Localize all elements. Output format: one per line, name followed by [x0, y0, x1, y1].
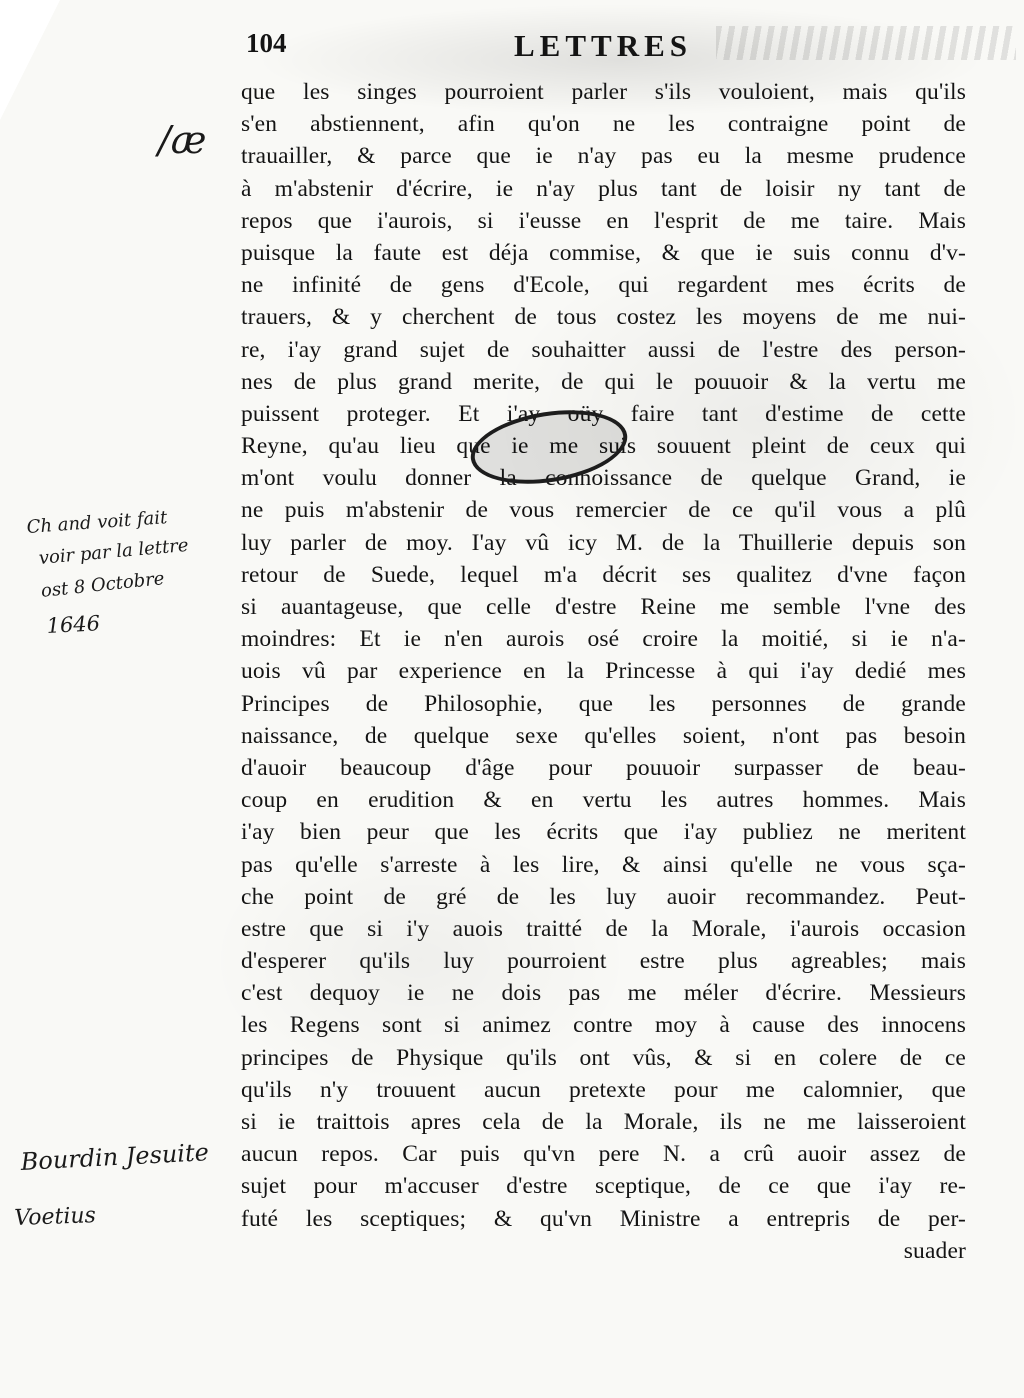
body-line: ne puis m'abstenir de vous remercier de ce qu'il vous a plû	[241, 497, 966, 524]
catchword: suader	[903, 1237, 966, 1264]
body-line: coup en erudition & en vertu les autres hommes. Mais	[241, 787, 966, 814]
header-ornament	[716, 26, 1016, 60]
margin-note-line: Ch and voit fait	[26, 507, 168, 538]
body-line: trauers, & y cherchent de tous costez les moyens de me nui-	[241, 304, 966, 331]
body-line: estre que si i'y auois traitté de la Morale, i'aurois occasion	[241, 915, 966, 942]
body-line: re, i'ay grand sujet de souhaitter aussi de l'estre des person-	[241, 336, 966, 363]
body-line: d'auoir beaucoup d'âge pour pouuoir surpasser de beau-	[241, 754, 966, 781]
body-line: les Regens sont si animez contre moy à cause des innocens	[241, 1012, 966, 1039]
body-line: si auantageuse, que celle d'estre Reine me semble l'vne des	[241, 594, 966, 620]
body-line: c'est dequoy ie ne dois pas me méler d'écrire. Messieurs	[241, 980, 966, 1007]
body-line: d'esperer qu'ils luy pourroient estre plus agreables; mais	[241, 948, 966, 975]
body-line: luy parler de moy. I'ay vû icy M. de la Thuillerie depuis son	[241, 529, 966, 556]
body-line: puissent proteger. Et i'ay oüy faire tant d'estime de cette	[241, 400, 966, 427]
page-number: 104	[246, 28, 287, 58]
margin-name: Bourdin Jesuite	[20, 1138, 210, 1176]
body-line: que les singes pourroient parler s'ils vouloient, mais qu'ils	[241, 79, 966, 105]
margin-note-line: 1646	[46, 611, 101, 638]
margin-note-line: ost 8 Octobre	[40, 568, 166, 602]
body-line: ne infinité de gens d'Ecole, qui regardent mes écrits de	[241, 272, 966, 299]
page-header	[246, 22, 966, 66]
body-line: principes de Physique qu'ils ont vûs, & si en colere de ce	[241, 1044, 966, 1071]
body-line: pas qu'elle s'arreste à les lire, & ainsi qu'elle ne vous sça-	[241, 851, 966, 878]
body-line: puisque la faute est déja commise, & que ie suis connu d'v-	[241, 239, 966, 266]
body-line: nes de plus grand merite, de qui le pouuoir & la vertu me	[241, 368, 966, 395]
body-line: retour de Suede, lequel m'a décrit ses qualitez d'vne façon	[241, 561, 966, 588]
margin-note-line: voir par la lettre	[38, 534, 190, 569]
torn-corner	[0, 0, 60, 120]
body-line: à m'abstenir d'écrire, ie n'ay plus tant de loisir ny tant de	[241, 175, 966, 202]
margin-name: Voetius	[14, 1203, 97, 1231]
body-line: i'ay bien peur que les écrits que i'ay publiez ne meritent	[241, 819, 966, 846]
body-line: che point de gré de les luy auoir recommandez. Peut-	[241, 883, 966, 910]
body-line: futé les sceptiques; & qu'vn Ministre a entrepris de per-	[241, 1205, 966, 1232]
body-line: s'en abstiennent, afin qu'on ne les contraigne point de	[241, 111, 966, 138]
body-line: repos que i'aurois, si i'eusse en l'esprit de me taire. Mais	[241, 207, 966, 234]
body-line: sujet pour m'accuser d'estre sceptique, de ce que i'ay re-	[241, 1173, 966, 1200]
body-line: qu'ils n'y trouuent aucun pretexte pour me calomnier, que	[241, 1076, 966, 1103]
body-line: uois vû par experience en la Princesse à qui i'ay dedié mes	[241, 658, 966, 685]
letter-body	[241, 76, 966, 1267]
body-line: trauailler, & parce que ie n'ay pas eu la mesme prudence	[241, 143, 966, 170]
body-line: aucun repos. Car puis qu'vn pere N. a crû auoir assez de	[241, 1141, 966, 1168]
body-line: m'ont voulu donner la connoissance de quelque Grand, ie	[241, 465, 966, 492]
body-line: moindres: Et ie n'en aurois osé croire la moitié, si ie n'a-	[241, 626, 966, 653]
running-head: LETTRES	[514, 28, 693, 63]
body-line: Reyne, qu'au lieu que ie me suis souuent pleint de ceux qui	[241, 433, 966, 460]
body-line: si ie traittois apres cela de la Morale, ils ne me laisseroient	[241, 1109, 966, 1135]
body-line: Principes de Philosophie, que les personnes de grande	[241, 690, 966, 717]
body-line: naissance, de quelque sexe qu'elles soient, n'ont pas besoin	[241, 722, 966, 749]
margin-mark: /æ	[158, 118, 207, 162]
